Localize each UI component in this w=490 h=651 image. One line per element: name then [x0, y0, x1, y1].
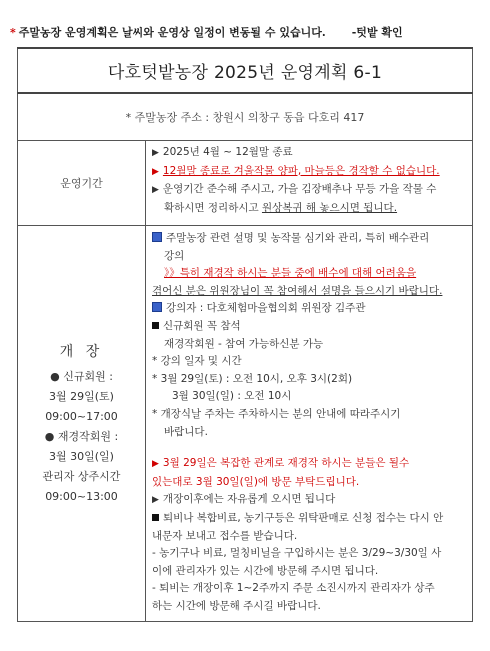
blue-square-bullet-icon: [152, 232, 162, 242]
opening-label: 개 장: [59, 343, 104, 360]
triangle-bullet-icon: ▶: [152, 148, 159, 158]
opening-line-14: 있는대로 3월 30일(일)에 방문 부탁드립니다.: [152, 475, 360, 488]
manager-hours-time: 09:00~13:00: [45, 489, 118, 503]
opening-line-6: 신규회원 꼭 참석: [163, 319, 241, 332]
opening-line-2: 강의: [164, 249, 185, 262]
opening-line-21: 하는 시간에 방문해 주시길 바랍니다.: [152, 599, 321, 612]
new-member-date: 3월 29일(토): [49, 389, 114, 403]
manager-hours-label: 관리자 상주시간: [42, 469, 121, 483]
opening-line-12: 바랍니다.: [164, 425, 208, 438]
notice-text: 주말농장 운영계획은 날씨와 운영상 일정이 변동될 수 있습니다.: [18, 26, 326, 39]
red-triangle-bullet-icon: ▶: [152, 459, 159, 470]
opening-label-cell: [18, 226, 146, 622]
operation-period-label: 운영기간: [18, 141, 146, 226]
black-square-bullet-icon: [152, 514, 159, 521]
period-line-4-underlined: 원상복귀 해 놓으시면 됩니다.: [261, 201, 398, 214]
farm-address: * 주말농장 주소 : 창원시 의창구 동읍 다호리 417: [18, 93, 473, 141]
new-member-label: ● 신규회원 :: [50, 369, 113, 383]
opening-content: [146, 226, 473, 622]
triangle-bullet-icon: ▶: [152, 495, 159, 506]
opening-line-20: - 퇴비는 개장이후 1~2주까지 주문 소진시까지 관리자가 상주: [152, 582, 435, 595]
operation-plan-table: [17, 47, 473, 622]
period-line-2: 12월말 종료로 겨울작물 양파, 마늘등은 경작할 수 없습니다.: [162, 164, 440, 177]
red-triangle-bullet-icon: ▶: [152, 166, 159, 177]
opening-line-13: 3월 29일은 복잡한 관계로 재경작 하시는 분들은 될수: [162, 457, 410, 470]
new-member-time: 09:00~17:00: [45, 409, 118, 423]
triangle-bullet-icon: ▶: [152, 185, 159, 196]
opening-line-4: 겪어신 분은 위원장님이 꼭 참여해서 설명을 들으시기 바랍니다.: [152, 284, 443, 297]
opening-line-15: 개장이후에는 자유롭게 오시면 됩니다: [162, 493, 336, 506]
existing-member-label: ● 재경작회원 :: [44, 429, 119, 443]
opening-line-8: * 강의 일자 및 시간: [152, 355, 242, 368]
notice-signature: -텃밭 확인: [351, 26, 403, 39]
opening-line-19: 이에 관리자가 있는 시간에 방문해 주시면 됩니다.: [152, 564, 379, 577]
opening-line-7: 재경작회원 - 참여 가능하신분 가능: [164, 337, 324, 350]
plan-title: 다호텃밭농장 2025년 운영계획 6-1: [18, 48, 473, 93]
operation-period-content: [146, 141, 473, 226]
opening-line-11: * 개장식날 주차는 주차하시는 분의 안내에 따라주시기: [152, 407, 401, 420]
existing-member-date: 3월 30일(일): [49, 449, 114, 463]
blue-square-bullet-icon: [152, 302, 162, 312]
opening-line-5: 강의자 : 다호체험마을협의회 위원장 김주관: [166, 302, 366, 315]
period-line-4-pre: 확하시면 정리하시고: [164, 201, 262, 214]
opening-line-18: - 농기구나 비료, 멀칭비닐을 구입하시는 분은 3/29~3/30일 사: [152, 547, 442, 560]
opening-line-16: 퇴비나 복합비료, 농기구등은 위탁판매로 신청 접수는 다시 안: [163, 511, 444, 524]
notice-banner: [10, 24, 480, 40]
opening-line-10: 3월 30일(일) : 오전 10시: [172, 390, 292, 403]
opening-line-9: * 3월 29일(토) : 오전 10시, 오후 3시(2회): [152, 372, 353, 385]
opening-line-17: 내문자 보내고 접수를 받습니다.: [152, 529, 298, 542]
star-icon: *: [10, 26, 16, 39]
opening-line-3: 》》특히 재경작 하시는 분들 중에 배수에 대해 어려움을: [164, 267, 417, 280]
black-square-bullet-icon: [152, 322, 159, 329]
opening-line-1: 주말농장 관련 설명 및 농작물 심기와 관리, 특히 배수관리: [166, 232, 430, 244]
period-line-1: 2025년 4월 ~ 12월말 종료: [162, 146, 293, 158]
period-line-3: 운영기간 준수해 주시고, 가을 김장배추나 무등 가을 작물 수: [162, 183, 437, 196]
